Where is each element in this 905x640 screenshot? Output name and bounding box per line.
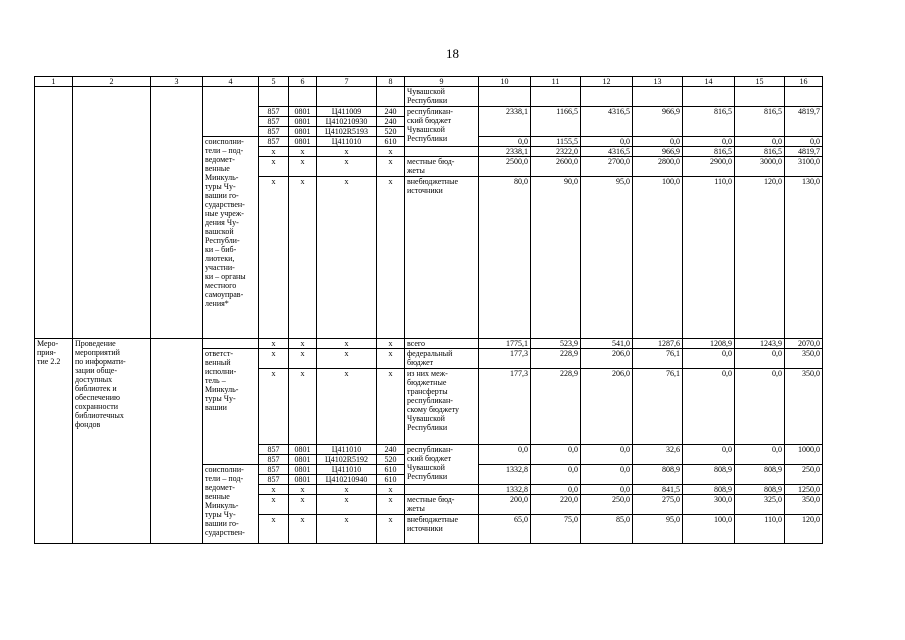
column-number: 10 [479,77,531,87]
value-cell: 200,0 [479,495,531,515]
value-cell: 816,5 [735,147,785,157]
value-cell: 2700,0 [581,157,633,177]
cell: x [289,339,317,349]
value-cell: 2500,0 [479,157,531,177]
value-cell: 100,0 [683,515,735,544]
cell: 520 [377,127,405,137]
source-cell: федеральный бюджет [405,349,479,369]
source-cell: из них меж- бюджетные трансферты республикан- скому бюджету Чувашской Республики [405,369,479,445]
value-cell: 0,0 [531,465,581,485]
cell: x [377,349,405,369]
cell: x [317,157,377,177]
cell: x [259,495,289,515]
value-cell: 1775,1 [479,339,531,349]
budget-table [34,76,823,544]
value-cell: 966,9 [633,147,683,157]
value-cell: 250,0 [581,495,633,515]
cell: x [317,369,377,445]
value-cell: 523,9 [531,339,581,349]
column-number: 6 [289,77,317,87]
cell: x [317,495,377,515]
value-cell: 0,0 [479,137,531,147]
column-number: 11 [531,77,581,87]
value-cell: 0,0 [581,137,633,147]
cell: x [317,177,377,339]
value-cell: 350,0 [785,369,823,445]
cell: x [317,147,377,157]
value-cell: 76,1 [633,349,683,369]
column-number: 12 [581,77,633,87]
value-cell: 808,9 [683,485,735,495]
value-cell: 4316,5 [581,147,633,157]
source-cell: республикан- ский бюджет Чувашской Республики [405,445,479,485]
cell: 857 [259,117,289,127]
value-cell: 966,9 [633,107,683,137]
value-cell: 2070,0 [785,339,823,349]
value-cell: 177,3 [479,369,531,445]
value-cell: 177,3 [479,349,531,369]
source-cell: местные бюд- жеты [405,495,479,515]
value-cell: 0,0 [735,349,785,369]
value-cell: 3100,0 [785,157,823,177]
column-number: 8 [377,77,405,87]
value-cell: 120,0 [735,177,785,339]
value-cell: 80,0 [479,177,531,339]
value-cell: 808,9 [683,465,735,485]
value-cell: 85,0 [581,515,633,544]
cell: x [289,147,317,157]
value-cell: 0,0 [531,485,581,495]
cell: x [377,339,405,349]
column-number: 4 [203,77,259,87]
value-cell: 816,5 [683,107,735,137]
value-cell: 1208,9 [683,339,735,349]
cell: x [377,485,405,495]
value-cell: 0,0 [683,445,735,465]
source-cell: Чувашской Республики [405,87,479,107]
value-cell: 0,0 [785,137,823,147]
value-cell: 1287,6 [633,339,683,349]
value-cell: 75,0 [531,515,581,544]
page-number: 18 [446,46,459,61]
cell: x [289,495,317,515]
co-executors-cell: соисполни- тели – под- ведомет- венные Минкуль- туры Чу- вашии го- сударствен- ные учреж- дения Чу- вашской Республи- ки – биб- лиотеки, участни- ки – органы местного самоуправ- ления* [203,137,259,339]
cell: x [259,485,289,495]
value-cell: 1166,5 [531,107,581,137]
cell: x [259,147,289,157]
column-number: 14 [683,77,735,87]
value-cell: 275,0 [633,495,683,515]
value-cell: 816,5 [683,147,735,157]
cell: 0801 [289,455,317,465]
cell: 610 [377,475,405,485]
cell: 0801 [289,475,317,485]
responsible-executor-cell: ответст- венный исполни- тель – Минкуль- туры Чу- вашии [203,349,259,465]
cell: x [259,339,289,349]
value-cell: 0,0 [683,369,735,445]
value-cell: 2322,0 [531,147,581,157]
cell: 240 [377,107,405,117]
cell: x [377,147,405,157]
value-cell: 0,0 [479,445,531,465]
source-cell: внебюджетные источники [405,515,479,544]
cell: Ц410210930 [317,117,377,127]
value-cell: 1243,9 [735,339,785,349]
cell: 520 [377,455,405,465]
cell: x [259,177,289,339]
cell: Ц410210940 [317,475,377,485]
cell: Ц411010 [317,137,377,147]
cell: 0801 [289,127,317,137]
value-cell: 32,6 [633,445,683,465]
value-cell: 1332,8 [479,485,531,495]
cell: x [259,157,289,177]
value-cell: 228,9 [531,349,581,369]
cell: x [377,495,405,515]
value-cell: 300,0 [683,495,735,515]
co-executors-cell: соисполни- тели – под- ведомет- венные Минкуль- туры Чу- вашии го- сударствен- [203,465,259,544]
cell: x [317,515,377,544]
table-row [35,339,823,349]
cell: 857 [259,455,289,465]
cell: 857 [259,475,289,485]
column-number: 1 [35,77,73,87]
source-cell: местные бюд- жеты [405,157,479,177]
column-number: 7 [317,77,377,87]
value-cell: 808,9 [735,465,785,485]
value-cell: 841,5 [633,485,683,495]
value-cell: 95,0 [581,177,633,339]
value-cell: 2900,0 [683,157,735,177]
value-cell: 206,0 [581,369,633,445]
value-cell: 0,0 [531,445,581,465]
column-number: 9 [405,77,479,87]
column-number: 5 [259,77,289,87]
value-cell: 350,0 [785,349,823,369]
cell: Ц411010 [317,445,377,455]
value-cell: 816,5 [735,107,785,137]
cell: x [289,485,317,495]
value-cell: 1250,0 [785,485,823,495]
column-number: 2 [73,77,151,87]
value-cell: 250,0 [785,465,823,485]
value-cell: 2800,0 [633,157,683,177]
value-cell: 90,0 [531,177,581,339]
value-cell: 4819,7 [785,107,823,137]
value-cell: 0,0 [735,445,785,465]
value-cell: 541,0 [581,339,633,349]
column-numbers-row [35,77,823,87]
cell: x [317,339,377,349]
cell: x [289,369,317,445]
value-cell: 76,1 [633,369,683,445]
cell: 857 [259,445,289,455]
cell: x [289,349,317,369]
source-cell: всего [405,339,479,349]
cell: 857 [259,127,289,137]
value-cell: 100,0 [633,177,683,339]
cell: 0801 [289,107,317,117]
cell: x [259,349,289,369]
cell: 0801 [289,465,317,475]
event-title-cell: Проведение мероприятий по информати- зации обще- доступных библиотек и обеспечению сохранности библиотечных фондов [73,339,151,544]
source-cell: республикан- ский бюджет Чувашской Республики [405,107,479,147]
cell: 0801 [289,137,317,147]
cell: 240 [377,117,405,127]
value-cell: 65,0 [479,515,531,544]
source-cell: внебюджетные источники [405,177,479,339]
value-cell: 0,0 [735,369,785,445]
cell: 857 [259,465,289,475]
cell: Ц411010 [317,465,377,475]
cell: x [377,369,405,445]
value-cell: 206,0 [581,349,633,369]
cell: x [289,157,317,177]
value-cell: 1000,0 [785,445,823,465]
cell: 0801 [289,117,317,127]
value-cell: 110,0 [735,515,785,544]
column-number: 15 [735,77,785,87]
value-cell: 0,0 [633,137,683,147]
value-cell: 228,9 [531,369,581,445]
value-cell: 220,0 [531,495,581,515]
value-cell: 808,9 [633,465,683,485]
value-cell: 130,0 [785,177,823,339]
value-cell: 120,0 [785,515,823,544]
value-cell: 0,0 [683,349,735,369]
column-number: 3 [151,77,203,87]
cell: Ц4102R5192 [317,455,377,465]
value-cell: 3000,0 [735,157,785,177]
value-cell: 325,0 [735,495,785,515]
cell: 857 [259,107,289,117]
column-number: 13 [633,77,683,87]
value-cell: 4819,7 [785,147,823,157]
value-cell: 0,0 [581,465,633,485]
value-cell: 0,0 [735,137,785,147]
event-number-cell: Меро- прия- тие 2.2 [35,339,73,544]
value-cell: 808,9 [735,485,785,495]
cell: x [377,515,405,544]
value-cell: 1155,5 [531,137,581,147]
column-number: 16 [785,77,823,87]
value-cell: 0,0 [683,137,735,147]
value-cell: 0,0 [581,445,633,465]
cell: 610 [377,137,405,147]
cell: x [317,485,377,495]
cell: 610 [377,465,405,475]
value-cell: 0,0 [581,485,633,495]
value-cell: 2338,1 [479,107,531,137]
value-cell: 350,0 [785,495,823,515]
value-cell: 4316,5 [581,107,633,137]
cell: x [259,515,289,544]
cell: Ц411009 [317,107,377,117]
cell: x [317,349,377,369]
cell: x [377,157,405,177]
table-row [35,87,823,107]
cell: 240 [377,445,405,455]
cell: x [289,177,317,339]
cell: 857 [259,137,289,147]
cell: 0801 [289,445,317,455]
value-cell: 2600,0 [531,157,581,177]
value-cell: 110,0 [683,177,735,339]
value-cell: 2338,1 [479,147,531,157]
cell: x [289,515,317,544]
cell: x [377,177,405,339]
value-cell: 1332,8 [479,465,531,485]
cell: x [259,369,289,445]
cell: Ц4102R5193 [317,127,377,137]
value-cell: 95,0 [633,515,683,544]
